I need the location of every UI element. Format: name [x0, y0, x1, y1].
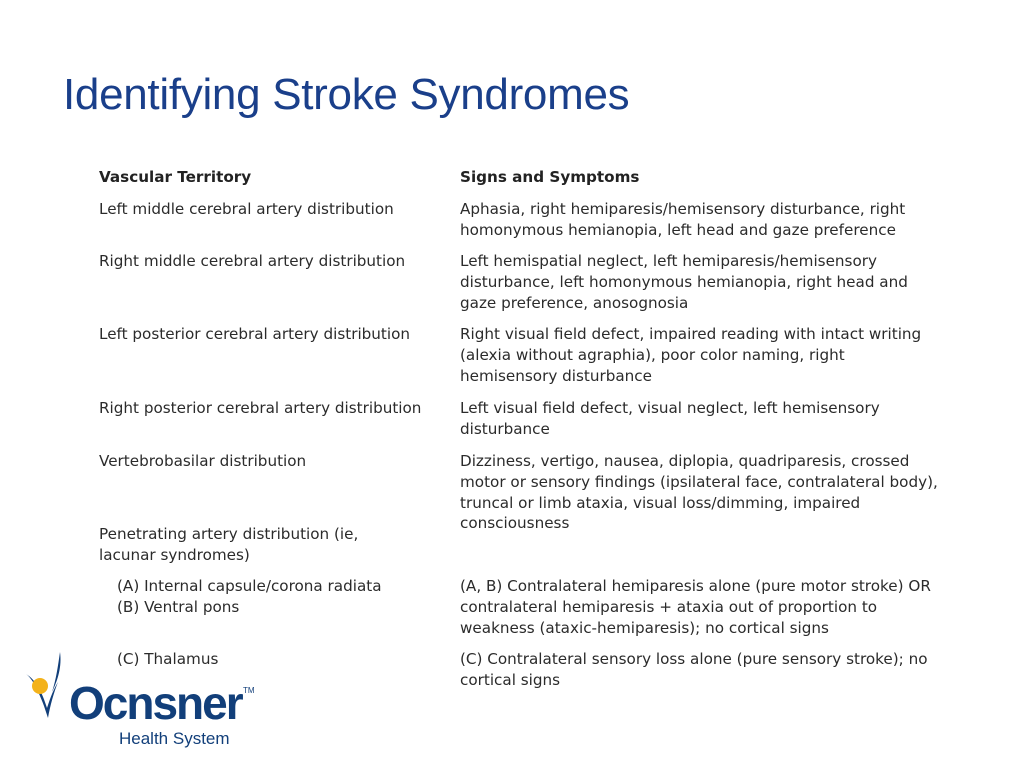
row-territory: Left middle cerebral artery distribution — [99, 200, 394, 218]
row-territory: Penetrating artery distribution (ie, lacunar syndromes) — [99, 525, 359, 564]
ochsner-logo — [22, 648, 262, 758]
row-signs: Aphasia, right hemiparesis/hemisensory disturbance, right homonymous hemianopia, left head and gaze preference — [460, 200, 906, 239]
row-signs: (C) Contralateral sensory loss alone (pure sensory stroke); no cortical signs — [460, 650, 928, 689]
logo-trademark: TM — [243, 686, 255, 695]
row-territory: Right posterior cerebral artery distribution — [99, 399, 422, 417]
row-signs: Dizziness, vertigo, nausea, diplopia, quadriparesis, crossed motor or sensory findings (ipsilateral face, contralateral body), truncal or limb ataxia, visual loss/dimming, impaired consciousness — [460, 452, 938, 533]
person-figure-icon — [22, 648, 70, 738]
row-territory: Right middle cerebral artery distribution — [99, 252, 406, 270]
logo-subtitle: Health System — [119, 729, 230, 748]
row-signs: (A, B) Contralateral hemiparesis alone (pure motor stroke) OR contralateral hemiparesis + ataxia out of proportion to weakness (ataxic-hemiparesis); no cortical signs — [460, 577, 931, 637]
row-territory: Vertebrobasilar distribution — [99, 452, 307, 470]
slide-title: Identifying Stroke Syndromes — [63, 70, 630, 119]
row-territory: (C) Thalamus — [117, 650, 219, 668]
row-signs: Right visual field defect, impaired reading with intact writing (alexia without agraphia), poor color naming, right hemisensory disturbance — [460, 325, 922, 385]
logo-wordmark: Ocnsner — [69, 677, 242, 729]
row-territory: Left posterior cerebral artery distribution — [99, 325, 411, 343]
header-vascular-territory: Vascular Territory — [99, 168, 252, 186]
row-signs: Left hemispatial neglect, left hemiparesis/hemisensory disturbance, left homonymous hemianopia, right head and gaze preference, anosognosia — [460, 252, 908, 312]
row-territory: (A) Internal capsule/corona radiata (B) Ventral pons — [117, 577, 382, 616]
row-signs: Left visual field defect, visual neglect, left hemisensory disturbance — [460, 399, 880, 438]
header-signs-symptoms: Signs and Symptoms — [460, 168, 640, 186]
